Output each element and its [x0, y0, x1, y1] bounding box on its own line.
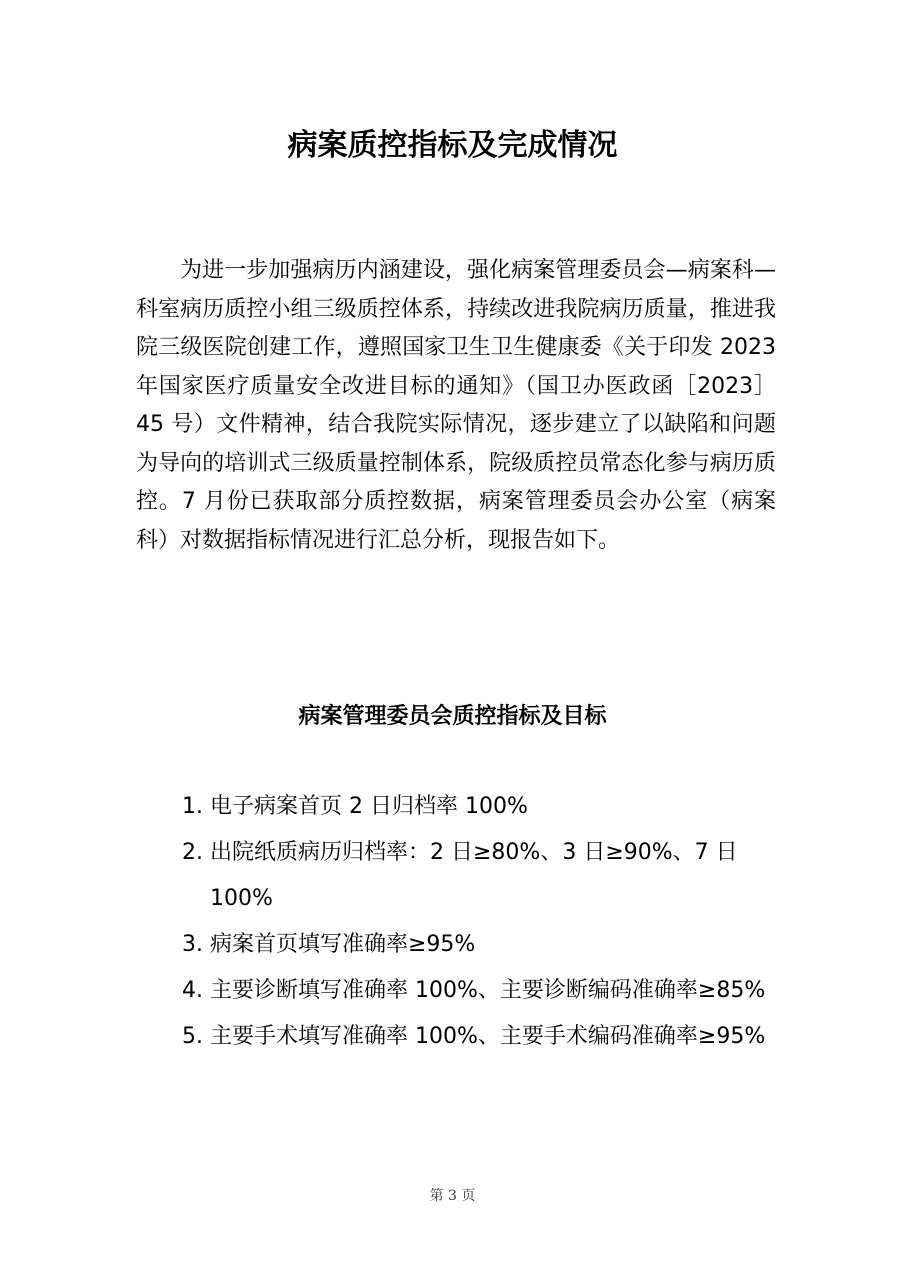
section-title: 病案管理委员会质控指标及目标	[298, 704, 607, 729]
document-title: 病案质控指标及完成情况	[287, 128, 618, 163]
list-item-number: 3.	[182, 932, 203, 957]
list-item-text: 主要手术填写准确率 100%、主要手术编码准确率≥95%	[210, 1024, 766, 1049]
list-item-text: 病案首页填写准确率≥95%	[210, 932, 476, 957]
list-item	[182, 922, 778, 968]
target-list	[182, 784, 778, 1060]
list-item	[182, 1014, 778, 1060]
list-item-text: 主要诊断填写准确率 100%、主要诊断编码准确率≥85%	[210, 978, 766, 1003]
list-item-number: 2.	[182, 840, 203, 865]
list-item-text: 电子病案首页 2 日归档率 100%	[210, 794, 528, 819]
page-number: 第 3 页	[429, 1188, 476, 1204]
list-item	[182, 830, 778, 922]
list-item-number: 5.	[182, 1024, 203, 1049]
list-item	[182, 784, 778, 830]
list-item-number: 4.	[182, 978, 203, 1003]
list-item	[182, 968, 778, 1014]
list-item-number: 1.	[182, 794, 203, 819]
list-item-text: 出院纸质病历归档率：2 日≥80%、3 日≥90%、7 日 100%	[210, 840, 738, 911]
intro-paragraph: 为进一步加强病历内涵建设，强化病案管理委员会—病案科—科室病历质控小组三级质控体系，持续改进我院病历质量，推进我院三级医院创建工作，遵照国家卫生卫生健康委《关于印发 2023 年国家医疗质量安全改进目标的通知》（国卫办医政函［2023］45 号）文件精神，结合我院实际情况，逐步建立了以缺陷和问题为导向的培训式三级质量控制体系，院级质控员常态化参与病历质控。7 月份已获取部分质控数据，病案管理委员会办公室（病案科）对数据指标情况进行汇总分析，现报告如下。	[136, 258, 776, 553]
